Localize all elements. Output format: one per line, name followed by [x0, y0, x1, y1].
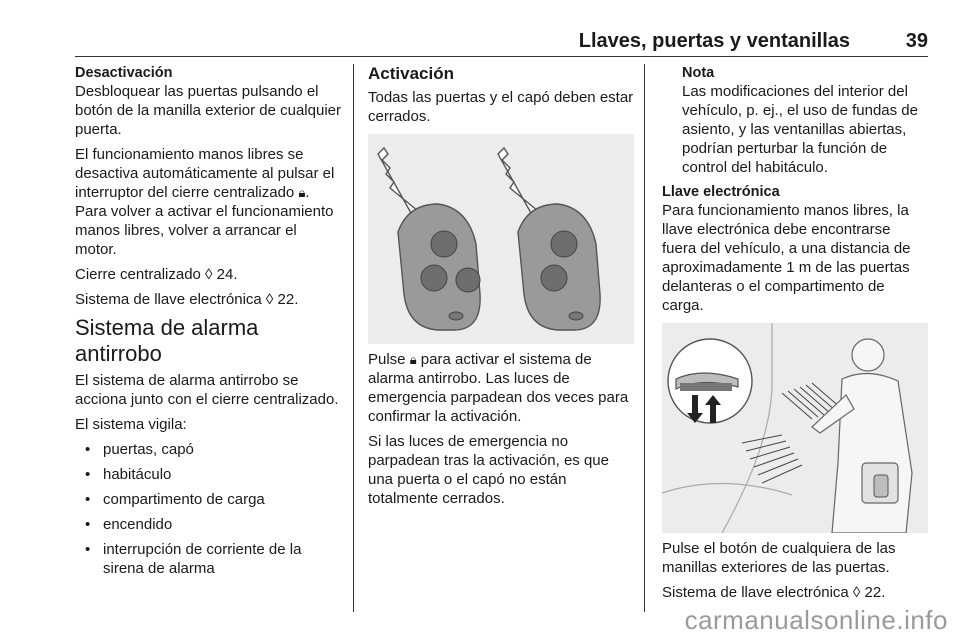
paragraph: Todas las puertas y el capó deben estar cerrados.: [368, 89, 634, 125]
led-icon: [449, 312, 463, 320]
heading-alarma: Sistema de alarma antirrobo: [75, 315, 259, 366]
list-item: • puertas, capó: [75, 440, 341, 459]
unlock-button-icon: [421, 265, 447, 291]
list-item: • interrupción de corriente de la sirena de alarma: [75, 540, 341, 578]
heading-activacion: Activación: [368, 64, 454, 83]
column-right: [662, 64, 928, 608]
lock-icon: 🔒︎: [298, 185, 306, 200]
column-divider-2: [644, 64, 645, 612]
paragraph: Pulse el botón de cualquiera de las manillas exteriores de las puertas.: [662, 540, 896, 576]
trunk-button-icon: [456, 268, 480, 292]
lock-button-icon: [431, 231, 457, 257]
monitored-list: [75, 440, 341, 578]
header-rule: [75, 56, 928, 57]
unlock-button-icon: [541, 265, 567, 291]
watermark: carmanualsonline.info: [684, 605, 948, 635]
door-handle-figure: [662, 323, 928, 533]
paragraph-text: El funcionamiento manos libres se desactiva automáticamente al pulsar el interruptor del cierre centralizado: [75, 146, 335, 201]
lock-icon: 🔒︎: [409, 352, 417, 367]
note-text: Las modificaciones del interior del vehículo, p. ej., el uso de fundas de asiento, y las ventanillas abiertas, podrían perturbar la función de control del habitáculo.: [682, 83, 918, 176]
cross-reference: Sistema de llave electrónica ◊ 22.: [662, 584, 886, 601]
heading-nota: Nota: [682, 65, 715, 81]
paragraph: [75, 145, 341, 259]
cross-reference: Sistema de llave electrónica ◊ 22.: [75, 291, 299, 308]
list-item: • habitáculo: [75, 465, 341, 484]
cross-reference: Cierre centralizado ◊ 24.: [75, 266, 238, 283]
list-item: • compartimento de carga: [75, 490, 341, 509]
list-item: • encendido: [75, 515, 341, 534]
key-fobs-figure: [368, 134, 634, 344]
column-middle: [368, 64, 634, 514]
heading-desactivacion: Desactivación: [75, 65, 173, 81]
paragraph-text: . Para volver a activar el funcionamiento manos libres, volver a arrancar el motor.: [75, 184, 334, 258]
page-number: 39: [905, 30, 928, 52]
lock-button-icon: [551, 231, 577, 257]
key-fob-icon: [874, 475, 888, 497]
door-handle-icon: [680, 383, 732, 391]
paragraph-text: para activar el sistema de alarma antirrobo. Las luces de emergencia parpadean dos veces para confirmar la activación.: [368, 351, 629, 425]
paragraph: Para funcionamiento manos libres, la llave electrónica debe encontrarse fuera del vehículo, a una distancia de aproximadamente 1 m de las puertas delanteras o el compartimento de carga.: [662, 202, 911, 314]
paragraph: El sistema de alarma antirrobo se acciona junto con el cierre centralizado.: [75, 372, 339, 408]
paragraph: El sistema vigila:: [75, 416, 187, 433]
paragraph-text: Pulse: [368, 351, 406, 368]
paragraph: [368, 350, 634, 426]
heading-llave-electronica: Llave electrónica: [662, 184, 780, 200]
running-header-title: Llaves, puertas y ventanillas: [578, 30, 850, 52]
paragraph: Si las luces de emergencia no parpadean tras la activación, es que una puerta o el capó no están totalmente cerrados.: [368, 433, 609, 507]
column-divider-1: [353, 64, 354, 612]
led-icon: [569, 312, 583, 320]
paragraph: Desbloquear las puertas pulsando el botón de la manilla exterior de cualquier puerta.: [75, 83, 341, 138]
column-left: [75, 64, 341, 584]
